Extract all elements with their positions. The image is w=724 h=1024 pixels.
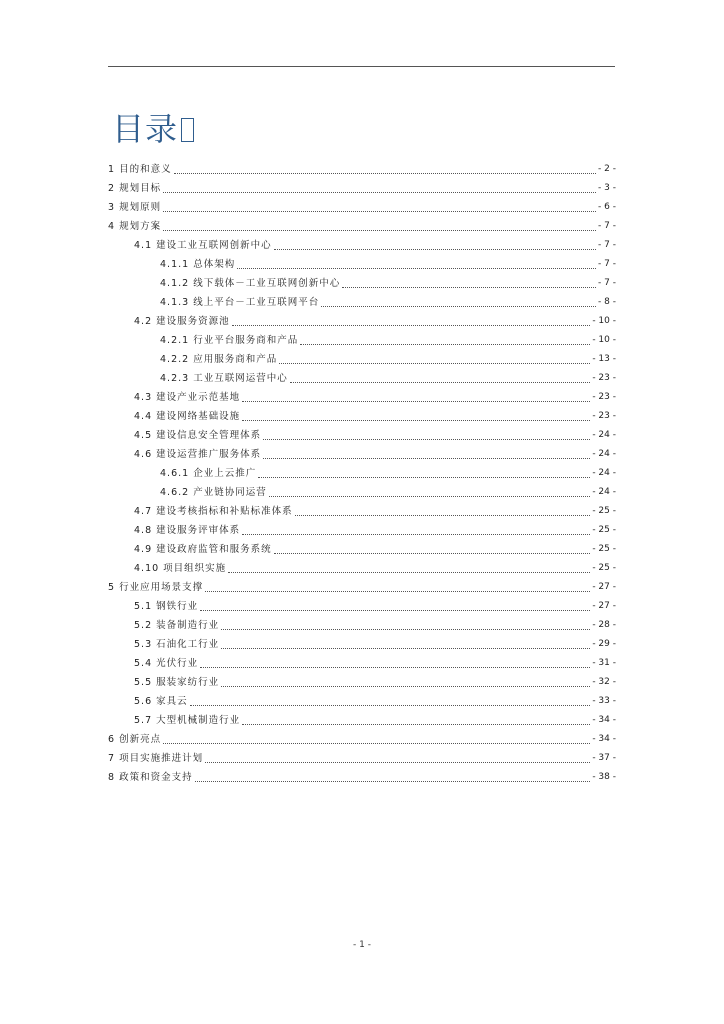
toc-entry-label[interactable]: 4.6.2 产业链协同运营 — [160, 487, 267, 498]
toc-entry-page[interactable]: - 23 - — [592, 373, 616, 383]
toc-entry-page[interactable]: - 25 - — [592, 544, 616, 554]
toc-entry-label[interactable]: 5.5 服装家纺行业 — [134, 677, 220, 688]
toc-entry[interactable] — [108, 692, 616, 711]
toc-dot-leader — [274, 249, 596, 250]
toc-entry-label[interactable]: 4.5 建设信息安全管理体系 — [134, 430, 262, 441]
toc-entry-label[interactable]: 8 政策和资金支持 — [108, 772, 193, 783]
toc-entry[interactable] — [108, 749, 616, 768]
toc-entry-label[interactable]: 4 规划方案 — [108, 221, 162, 232]
toc-entry-page[interactable]: - 7 - — [598, 259, 616, 269]
toc-dot-leader — [242, 534, 590, 535]
toc-dot-leader — [269, 496, 591, 497]
toc-entry[interactable] — [108, 179, 616, 198]
toc-entry-page[interactable]: - 24 - — [592, 487, 616, 497]
toc-entry-page[interactable]: - 27 - — [592, 582, 616, 592]
toc-entry-page[interactable]: - 34 - — [592, 715, 616, 725]
toc-dot-leader — [342, 287, 596, 288]
toc-entry-label[interactable]: 4.2.2 应用服务商和产品 — [160, 354, 278, 365]
toc-entry-page[interactable]: - 28 - — [592, 620, 616, 630]
toc-entry-page[interactable]: - 3 - — [598, 183, 616, 193]
toc-entry[interactable] — [108, 540, 616, 559]
toc-entry[interactable] — [108, 255, 616, 274]
header-rule — [108, 66, 615, 67]
toc-entry-label[interactable]: 2 规划目标 — [108, 183, 162, 194]
toc-entry[interactable] — [108, 312, 616, 331]
toc-dot-leader — [263, 439, 590, 440]
toc-entry-label[interactable]: 4.8 建设服务评审体系 — [134, 525, 241, 536]
toc-title-text: 目录 — [112, 110, 179, 149]
page-number: - 1 - — [353, 940, 371, 950]
toc-entry-page[interactable]: - 33 - — [592, 696, 616, 706]
toc-entry[interactable] — [108, 521, 616, 540]
toc-entry[interactable] — [108, 483, 616, 502]
toc-entry[interactable] — [108, 160, 616, 179]
toc-entry[interactable] — [108, 293, 616, 312]
toc-entry-page[interactable]: - 7 - — [598, 221, 616, 231]
toc-dot-leader — [242, 724, 590, 725]
toc-entry-label[interactable]: 5.6 家具云 — [134, 696, 188, 707]
toc-dot-leader — [290, 382, 591, 383]
toc-entry-label[interactable]: 5.2 装备制造行业 — [134, 620, 220, 631]
toc-entry-page[interactable]: - 34 - — [592, 734, 616, 744]
toc-dot-leader — [205, 591, 590, 592]
toc-entry-page[interactable]: - 10 - — [592, 316, 616, 326]
toc-entry-label[interactable]: 4.6 建设运营推广服务体系 — [134, 449, 262, 460]
toc-entry-page[interactable]: - 13 - — [592, 354, 616, 364]
toc-entry[interactable] — [108, 673, 616, 692]
toc-entry[interactable] — [108, 445, 616, 464]
toc-dot-leader — [174, 173, 596, 174]
toc-entry[interactable] — [108, 616, 616, 635]
toc-entry-label[interactable]: 6 创新亮点 — [108, 734, 162, 745]
toc-entry[interactable] — [108, 597, 616, 616]
toc-dot-leader — [163, 743, 590, 744]
toc-dot-leader — [195, 781, 591, 782]
toc-entry-page[interactable]: - 27 - — [592, 601, 616, 611]
toc-entry-page[interactable]: - 6 - — [598, 202, 616, 212]
toc-entry-page[interactable]: - 38 - — [592, 772, 616, 782]
toc-entry-label[interactable]: 4.1.2 线下载体－工业互联网创新中心 — [160, 278, 341, 289]
toc-dot-leader — [221, 648, 590, 649]
toc-entry[interactable] — [108, 502, 616, 521]
toc-entry-label[interactable]: 4.6.1 企业上云推广 — [160, 468, 257, 479]
toc-entry-label[interactable]: 4.3 建设产业示范基地 — [134, 392, 241, 403]
toc-entry-page[interactable]: - 37 - — [592, 753, 616, 763]
toc-entry-label[interactable]: 4.10 项目组织实施 — [134, 563, 227, 574]
toc-entry[interactable] — [108, 274, 616, 293]
toc-dot-leader — [163, 211, 596, 212]
toc-entry-page[interactable]: - 23 - — [592, 411, 616, 421]
toc-entry-page[interactable]: - 8 - — [598, 297, 616, 307]
toc-entry-label[interactable]: 4.9 建设政府监管和服务系统 — [134, 544, 272, 555]
toc-entry-page[interactable]: - 7 - — [598, 278, 616, 288]
toc-entry-label[interactable]: 5.7 大型机械制造行业 — [134, 715, 241, 726]
toc-entry[interactable] — [108, 426, 616, 445]
toc-entry-label[interactable]: 5.4 光伏行业 — [134, 658, 199, 669]
toc-entry-page[interactable]: - 23 - — [592, 392, 616, 402]
toc-entry-page[interactable]: - 31 - — [592, 658, 616, 668]
missing-glyph-icon — [181, 118, 194, 142]
toc-dot-leader — [295, 515, 591, 516]
toc-entry[interactable] — [108, 730, 616, 749]
toc-dot-leader — [228, 572, 590, 573]
toc-dot-leader — [232, 325, 591, 326]
toc-entry-label[interactable]: 4.1.3 线上平台－工业互联网平台 — [160, 297, 320, 308]
toc-entry-label[interactable]: 5.1 钢铁行业 — [134, 601, 199, 612]
toc-dot-leader — [242, 401, 590, 402]
toc-dot-leader — [300, 344, 590, 345]
toc-entry-label[interactable]: 5.3 石油化工行业 — [134, 639, 220, 650]
toc-entry-label[interactable]: 4.2 建设服务资源池 — [134, 316, 230, 327]
toc-entry[interactable] — [108, 635, 616, 654]
toc-entry-label[interactable]: 4.4 建设网络基础设施 — [134, 411, 241, 422]
toc-entry-label[interactable]: 3 规划原则 — [108, 202, 162, 213]
toc-entry-page[interactable]: - 2 - — [598, 164, 616, 174]
toc-entry-label[interactable]: 4.2.3 工业互联网运营中心 — [160, 373, 288, 384]
toc-dot-leader — [163, 192, 596, 193]
toc-entry-label[interactable]: 5 行业应用场景支撑 — [108, 582, 204, 593]
toc-dot-leader — [242, 420, 590, 421]
toc-entry-page[interactable]: - 7 - — [598, 240, 616, 250]
toc-entry-page[interactable]: - 29 - — [592, 639, 616, 649]
toc-dot-leader — [274, 553, 591, 554]
toc-dot-leader — [221, 686, 590, 687]
toc-entry[interactable] — [108, 331, 616, 350]
toc-entry[interactable] — [108, 217, 616, 236]
toc-entry[interactable] — [108, 654, 616, 673]
toc-entry-page[interactable]: - 24 - — [592, 468, 616, 478]
toc-entry[interactable] — [108, 236, 616, 255]
toc-dot-leader — [279, 363, 590, 364]
toc-title — [112, 110, 194, 149]
toc-entry-label[interactable]: 7 项目实施推进计划 — [108, 753, 204, 764]
toc-dot-leader — [190, 705, 591, 706]
toc-dot-leader — [221, 629, 590, 630]
toc-entry-page[interactable]: - 32 - — [592, 677, 616, 687]
toc-entry-label[interactable]: 4.2.1 行业平台服务商和产品 — [160, 335, 299, 346]
toc-entry-page[interactable]: - 25 - — [592, 506, 616, 516]
toc-entry-page[interactable]: - 25 - — [592, 563, 616, 573]
toc-entry[interactable] — [108, 578, 616, 597]
toc-entry-label[interactable]: 1 目的和意义 — [108, 164, 172, 175]
toc-entry[interactable] — [108, 464, 616, 483]
toc-entry-page[interactable]: - 24 - — [592, 430, 616, 440]
toc-entry[interactable] — [108, 388, 616, 407]
table-of-contents — [108, 160, 616, 787]
toc-dot-leader — [258, 477, 590, 478]
toc-dot-leader — [205, 762, 590, 763]
toc-entry[interactable] — [108, 369, 616, 388]
toc-entry-label[interactable]: 4.1 建设工业互联网创新中心 — [134, 240, 272, 251]
toc-dot-leader — [200, 610, 590, 611]
toc-entry[interactable] — [108, 559, 616, 578]
toc-entry-page[interactable]: - 25 - — [592, 525, 616, 535]
toc-entry[interactable] — [108, 711, 616, 730]
toc-entry-page[interactable]: - 24 - — [592, 449, 616, 459]
toc-entry[interactable] — [108, 407, 616, 426]
toc-entry[interactable] — [108, 768, 616, 787]
toc-dot-leader — [321, 306, 596, 307]
toc-entry[interactable] — [108, 198, 616, 217]
toc-dot-leader — [237, 268, 596, 269]
toc-dot-leader — [263, 458, 590, 459]
toc-entry[interactable] — [108, 350, 616, 369]
toc-entry-label[interactable]: 4.7 建设考核指标和补贴标准体系 — [134, 506, 293, 517]
toc-dot-leader — [163, 230, 596, 231]
toc-entry-page[interactable]: - 10 - — [592, 335, 616, 345]
toc-dot-leader — [200, 667, 590, 668]
toc-entry-label[interactable]: 4.1.1 总体架构 — [160, 259, 236, 270]
